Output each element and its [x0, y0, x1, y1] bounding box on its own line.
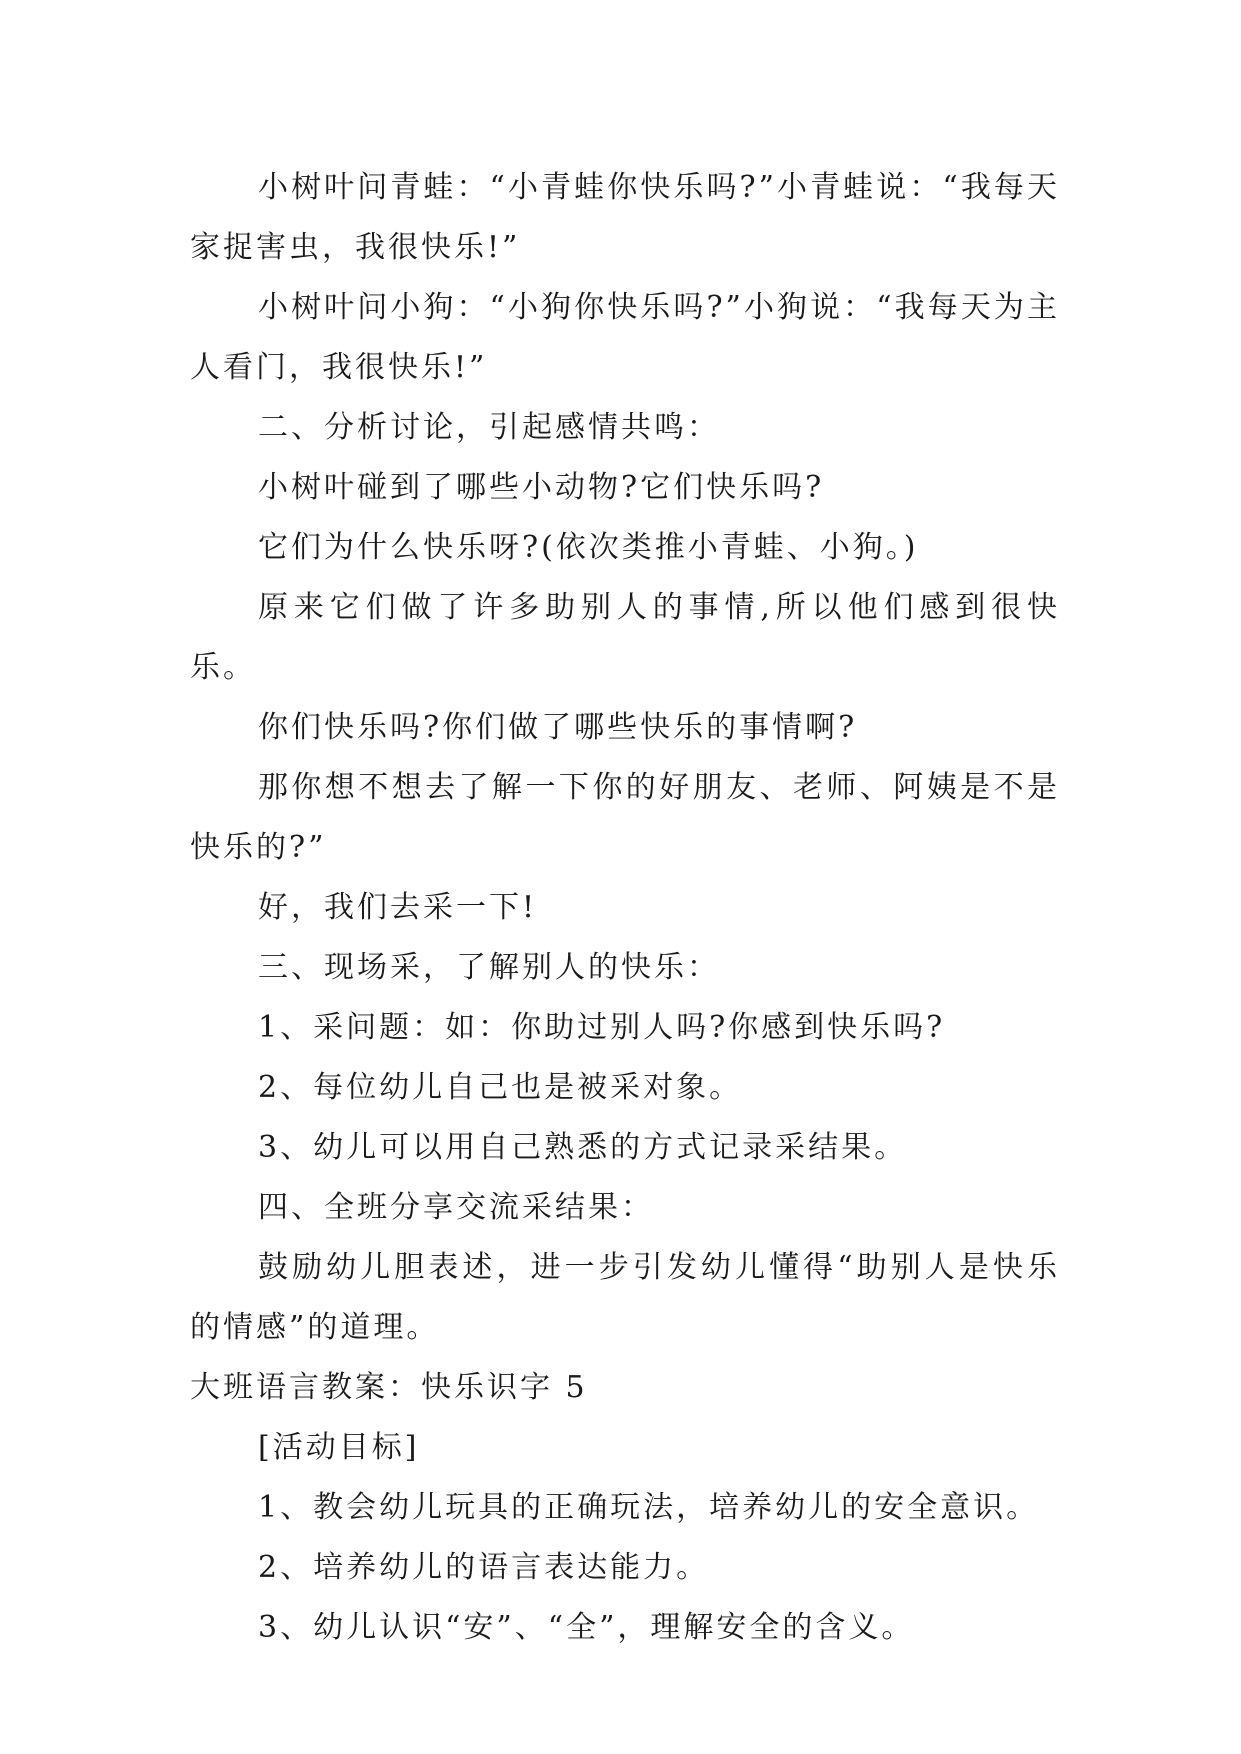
- document-section-title: 大班语言教案：快乐识字 5: [190, 1370, 588, 1405]
- list-item: 1、采问题：如：你助过别人吗?你感到快乐吗?: [258, 1010, 946, 1045]
- section-heading: 四、全班分享交流采结果：: [258, 1190, 654, 1225]
- section-heading: 三、现场采，了解别人的快乐：: [258, 950, 720, 985]
- list-item: 3、幼儿认识“安”、“全”，理解安全的含义。: [258, 1610, 915, 1645]
- list-item: 2、培养幼儿的语言表达能力。: [258, 1550, 710, 1585]
- section-heading: 二、分析讨论，引起感情共鸣：: [258, 410, 720, 445]
- paragraph: 好，我们去采一下!: [258, 890, 538, 925]
- paragraph: 鼓励幼儿胆表述，进一步引发幼儿懂得“助别人是快乐的情感”的道理。: [190, 1250, 1060, 1345]
- paragraph: 小树叶问小狗：“小狗你快乐吗?”小狗说：“我每天为主人看门，我很快乐!”: [190, 290, 1060, 385]
- paragraph: 那你想不想去了解一下你的好朋友、老师、阿姨是不是快乐的?”: [190, 770, 1060, 865]
- list-item: 1、教会幼儿玩具的正确玩法，培养幼儿的安全意识。: [258, 1490, 1040, 1525]
- paragraph: 原来它们做了许多助别人的事情,所以他们感到很快乐。: [190, 590, 1060, 685]
- paragraph: 小树叶碰到了哪些小动物?它们快乐吗?: [258, 470, 825, 505]
- paragraph: 小树叶问青蛙：“小青蛙你快乐吗?”小青蛙说：“我每天家捉害虫，我很快乐!”: [190, 170, 1060, 265]
- list-item: 3、幼儿可以用自己熟悉的方式记录采结果。: [258, 1130, 908, 1165]
- subsection-heading: [活动目标]: [258, 1430, 420, 1465]
- paragraph: 它们为什么快乐呀?(依次类推小青蛙、小狗。): [258, 530, 919, 565]
- paragraph: 你们快乐吗?你们做了哪些快乐的事情啊?: [258, 710, 858, 745]
- list-item: 2、每位幼儿自己也是被采对象。: [258, 1070, 743, 1105]
- document-body: [190, 158, 1060, 1658]
